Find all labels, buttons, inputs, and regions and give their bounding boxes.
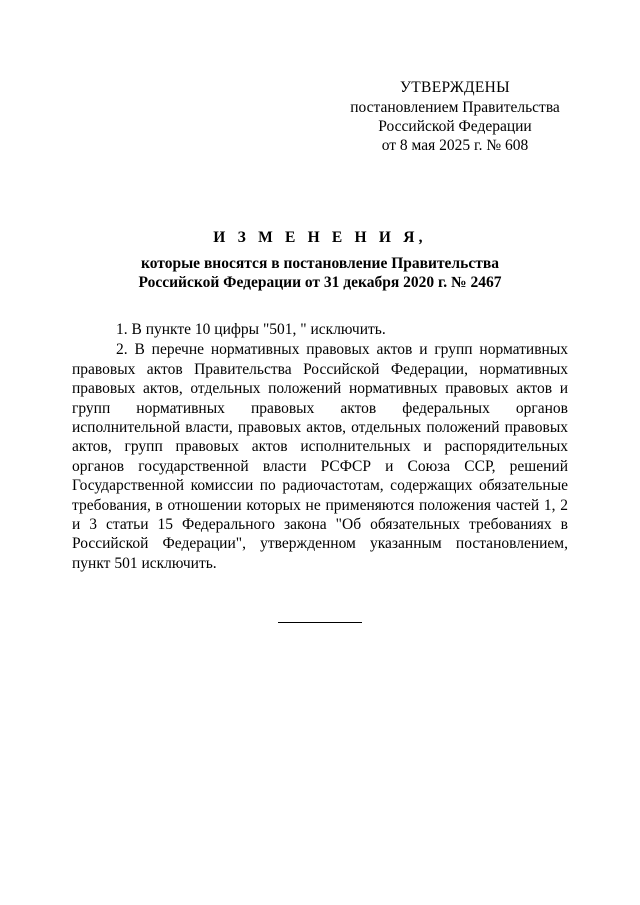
approval-line: постановлением Правительства [350, 99, 560, 116]
end-divider [278, 622, 362, 623]
document-title-block [60, 228, 580, 292]
document-subtitle-line: которые вносятся в постановление Правительства [141, 255, 499, 272]
document-subtitle-line: Российской Федерации от 31 декабря 2020 г. № 2467 [138, 274, 502, 291]
approval-date-line: от 8 мая 2025 г. № 608 [381, 137, 529, 154]
approval-block [330, 78, 580, 155]
paragraph-2: 2. В перечне нормативных правовых актов и групп нормативных правовых актов Правительства Российской Федерации, нормативных правовых актов, отдельных положений нормативных правовых актов и групп нормативных правовых актов федеральных органов исполнительной власти, правовых актов, отдельных положений правовых актов, групп правовых актов исполнительных и распорядительных органов государственной власти РСФСР и Союза ССР, решений Государственной комиссии по радиочастотам, содержащих обязательные требования, в отношении которых не применяются положения частей 1, 2 и 3 статьи 15 Федерального закона "Об обязательных требованиях в Российской Федерации", утвержденном указанным постановлением, пункт 501 исключить. [72, 341, 568, 572]
approval-heading: УТВЕРЖДЕНЫ [400, 79, 510, 96]
approval-line: Российской Федерации [378, 118, 532, 135]
document-title: И З М Е Н Е Н И Я, [213, 229, 427, 246]
document-body [72, 320, 568, 573]
paragraph-1: 1. В пункте 10 цифры "501, " исключить. [116, 321, 386, 338]
